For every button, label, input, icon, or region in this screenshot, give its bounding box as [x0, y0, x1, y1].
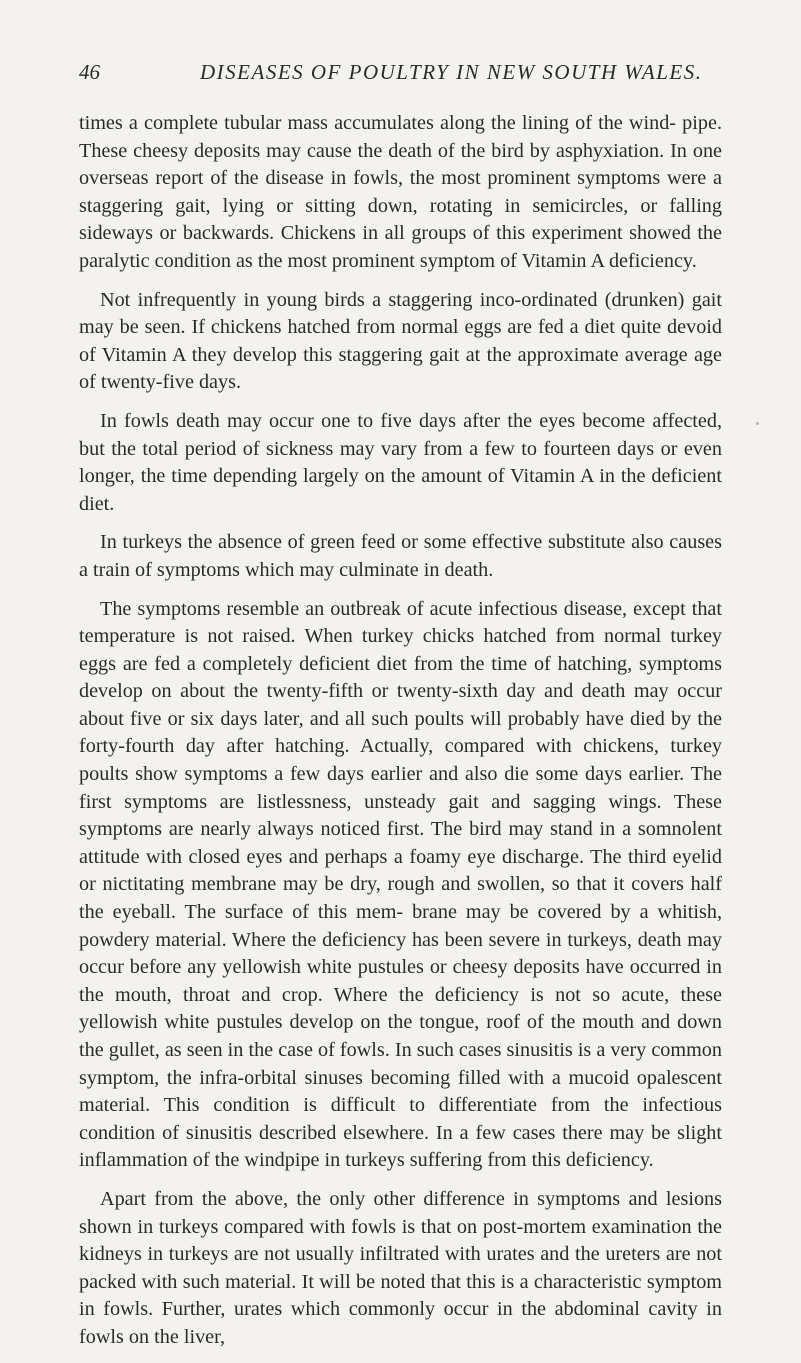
- running-head: [0, 60, 801, 90]
- paragraph: In fowls death may occur one to five days after the eyes become affected, but the total period of sickness may vary from a few to fourteen days or even longer, the time depending largely on the amount of Vitamin A in the deficient diet.: [79, 409, 722, 515]
- paper-speck: [756, 422, 759, 425]
- body-text: [79, 110, 722, 1363]
- page-number: 46: [79, 60, 100, 84]
- paragraph: Not infrequently in young birds a staggering inco-ordinated (drunken) gait may be seen. If chickens hatched from normal eggs are fed a diet quite devoid of Vitamin A they develop this staggering gait at the approximate average age of twenty-five days.: [79, 288, 722, 394]
- paragraph: In turkeys the absence of green feed or some effective substitute also causes a train of symptoms which may culminate in death.: [79, 531, 722, 581]
- paragraph: The symptoms resemble an outbreak of acute infectious disease, except that temperature is not raised. When turkey chicks hatched from normal turkey eggs are fed a completely deficient diet from the time of hatching, symptoms develop on about the twenty-fifth or twenty-sixth day and death may occur about five or six days later, and all such poults will probably have died by the forty-fourth day after hatching. Actually, compared with chickens, turkey poults show symptoms a few days earlier and also die some days earlier. The first symptoms are listlessness, unsteady gait and sagging wings. These symptoms are nearly always noticed first. The bird may stand in a somnolent attitude with closed eyes and perhaps a foamy eye discharge. The third eyelid or nictitating membrane may be dry, rough and swollen, so that it covers half the eyeball. The surface of this mem- brane may be covered by a whitish, powdery material. Where the deficiency has been severe in turkeys, death may occur before any yellowish white pustules or cheesy deposits have occurred in the mouth, throat and crop. Where the deficiency is not so acute, these yellowish white pustules develop on the tongue, roof of the mouth and down the gullet, as seen in the case of fowls. In such cases sinusitis is a very common symptom, the infra-orbital sinuses becoming filled with a mucoid opalescent material. This condition is difficult to differentiate from the infectious condition of sinusitis described elsewhere. In a few cases there may be slight inflammation of the windpipe in turkeys suffering from this deficiency.: [79, 597, 722, 1172]
- running-title: DISEASES OF POULTRY IN NEW SOUTH WALES.: [200, 60, 703, 84]
- paragraph-continued: times a complete tubular mass accumulates along the lining of the wind- pipe. These cheesy deposits may cause the death of the bird by asphyxiation. In one overseas report of the disease in fowls, the most prominent symptoms were a staggering gait, lying or sitting down, rotating in semicircles, or falling sideways or backwards. Chickens in all groups of this experiment showed the paralytic condition as the most prominent symptom of Vitamin A deficiency.: [79, 112, 722, 272]
- paragraph: Apart from the above, the only other difference in symptoms and lesions shown in turkeys compared with fowls is that on post-mortem examination the kidneys in turkeys are not usually infiltrated with urates and the ureters are not packed with such material. It will be noted that this is a characteristic symptom in fowls. Further, urates which commonly occur in the abdominal cavity in fowls on the liver,: [79, 1187, 722, 1348]
